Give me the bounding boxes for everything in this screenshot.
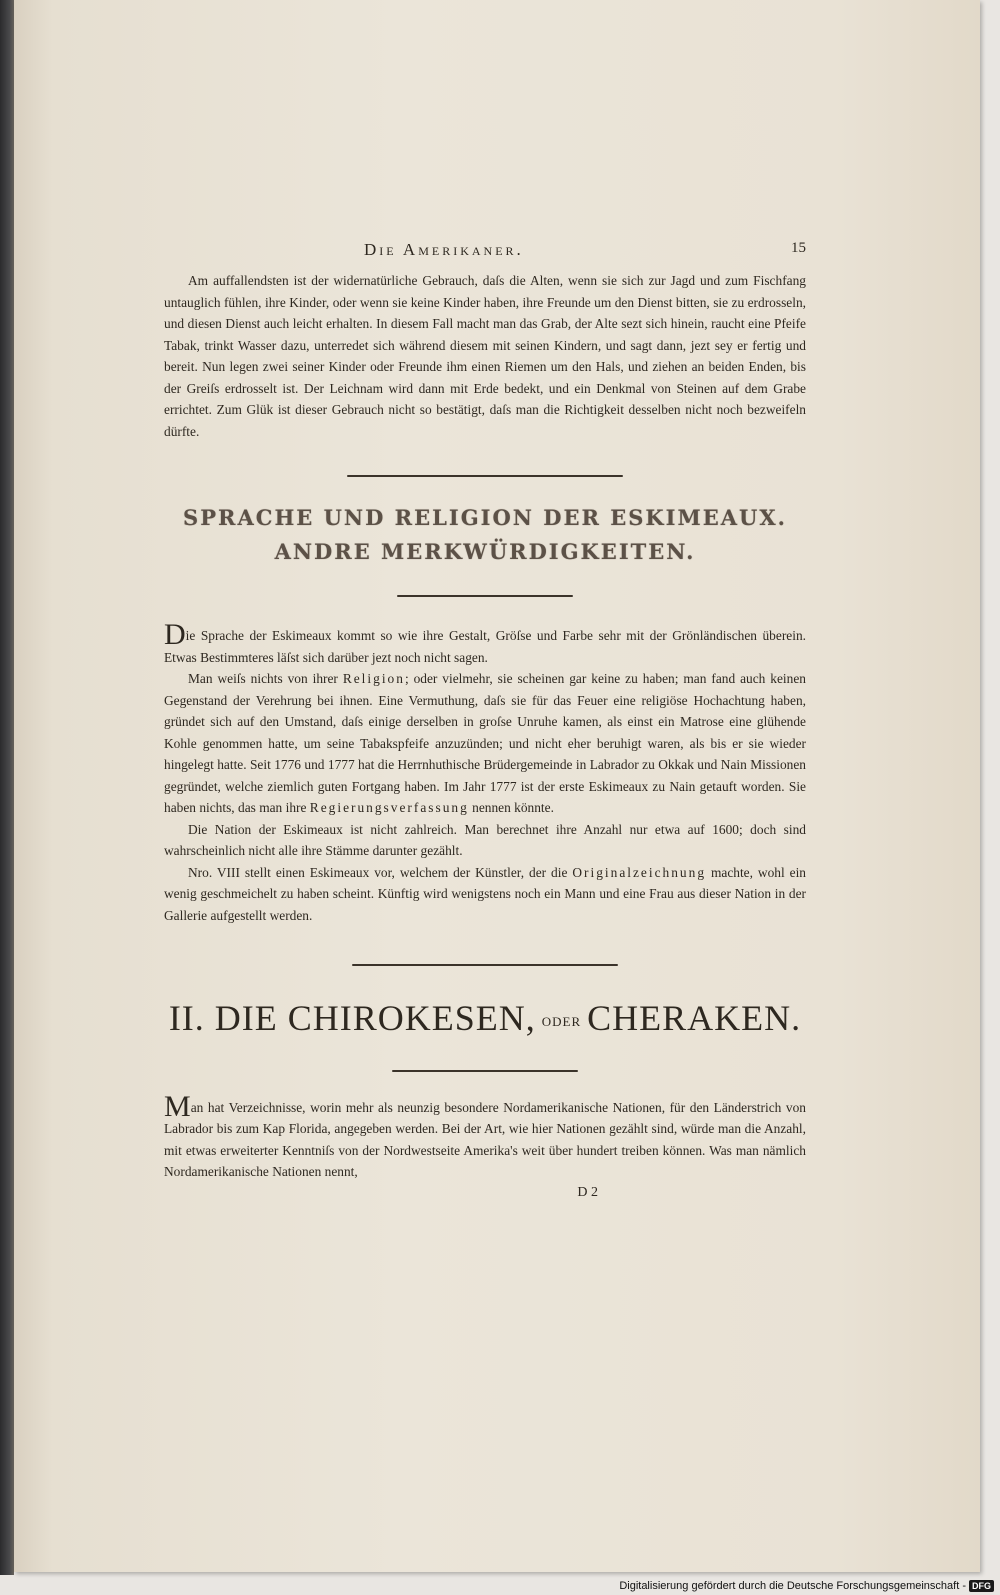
paragraph-text: machte, wohl ein wenig geschmeichelt zu haben scheint. Künftig wird wenigstens noch ein Mann und eine Frau aus dieser Nation in der Gallerie aufgestellt werden. [164, 864, 806, 923]
heading-line-2: ANDRE MERKWÜRDIGKEITEN. [274, 539, 696, 564]
paragraph-nations [164, 1089, 806, 1183]
divider-rule [392, 1070, 578, 1072]
divider-rule [397, 595, 573, 597]
heading-right: CHERAKEN. [587, 998, 802, 1038]
drop-cap: D [164, 618, 186, 651]
signature-mark: D 2 [577, 1184, 598, 1200]
paragraph-text: ; oder vielmehr, sie scheinen gar keine zu haben; man fand auch keinen Gegenstand der Verehrung bei ihnen. Eine Vermuthung, daſs sie für das Feuer eine religiöse Hochachtung haben, gründet sich auf den Umstand, daſs einige derselben in groſse Unruhe kamen, als einst ein Matrose eine glühende Kohle genommen hatte, um seine Tabakspfeife anzuzünden; und nicht eher beruhigt waren, als bis er sie wieder hingelegt hatte. Seit 1776 und 1777 hat die Herrnhuthische Brüdergemeinde in Labrador zu Okkak und Nain Missionen gegründet, welche ziemlich guten Fortgang haben. Im Jahr 1777 ist der erste Eskimeaux zu Nain getauft worden. Sie haben nichts, das man ihre [164, 671, 806, 815]
funding-footer [619, 1580, 994, 1592]
paragraph-text: ie Sprache der Eskimeaux kommt so wie ihre Gestalt, Gröſse und Farbe sehr mit der Grönländischen überein. Etwas Bestimmteres läſst sich darüber jezt noch nicht sagen. [164, 628, 806, 665]
dfg-logo-icon: DFG [969, 1580, 994, 1592]
paragraph-text: Man weiſs nichts von ihrer [188, 671, 343, 686]
emphasis-text: Regierungsverfassung [309, 800, 469, 815]
paragraph-population: Die Nation der Eskimeaux ist nicht zahlreich. Man berechnet ihre Anzahl nur etwa auf 1600; doch sind wahrscheinlich nicht alle ihre Stämme darunter gezählt. [164, 821, 806, 858]
footer-text: Digitalisierung gefördert durch die Deutsche Forschungsgemeinschaft - [619, 1580, 966, 1592]
section-heading-eskimeaux [164, 501, 806, 569]
section-chirokesen-body [164, 1089, 806, 1183]
paragraph-text: nennen könnte. [468, 800, 554, 815]
book-page [14, 0, 980, 1572]
drop-cap: M [164, 1089, 191, 1123]
section-eskimeaux-body [164, 618, 806, 926]
paragraph-religion [164, 668, 806, 819]
paragraph-text: an hat Verzeichnisse, worin mehr als neunzig besondere Nordamerikanische Nationen, für den Länderstrich von Labrador bis zum Kap Florida, angegeben werden. Bei der Art, wie hier Nationen gezählt sind, würde man die Anzahl, mit etwas erweiterter Kenntniſs von der Nordwestseite Amerika's weit über hundert treiben können. Was man nämlich Nordamerikanische Nationen nennt, [164, 1099, 806, 1180]
page-content [164, 240, 806, 1201]
heading-oder: ODER [541, 1013, 582, 1029]
intro-paragraph: Am auffallendsten ist der widernatürliche Gebrauch, daſs die Alten, wenn sie sich zur Jagd und zum Fischfang untauglich fühlen, ihre Kinder, oder wenn sie keine Kinder haben, ihre Freunde um den Dienst bitten, sie zu erdrosseln, und diesen Dienst auch leicht erhalten. In diesem Fall macht man das Grab, der Alte sezt sich hinein, raucht eine Pfeife Tabak, trinkt Wasser dazu, unterredet sich während diesem mit seinen Kindern, und sagt dann, jezt sey er fertig und bereit. Nun legen zwei seiner Kinder oder Freunde ihm einen Riemen um den Hals, und ziehen an beiden Enden, bis der Greiſs erdrosselt ist. Der Leichnam wird dann mit Erde bedekt, und ein Denkmal von Steinen auf dem Grabe errichtet. Zum Glük ist dieser Gebrauch nicht so bestätigt, daſs man die Richtigkeit desselben nicht noch bezweifeln dürfte. [164, 273, 806, 439]
book-spine-edge [0, 0, 14, 1575]
page-number: 15 [791, 240, 806, 256]
paragraph-language [164, 618, 806, 668]
heading-left: II. DIE CHIROKESEN, [168, 998, 536, 1038]
running-head [164, 240, 806, 266]
paragraph-text: Nro. VIII stellt einen Eskimeaux vor, welchem der Künstler, der die [188, 864, 573, 880]
emphasis-text: Religion [342, 671, 405, 686]
heading-line-1: SPRACHE UND RELIGION DER ESKIMEAUX. [183, 505, 787, 530]
divider-rule [347, 475, 623, 477]
divider-rule [352, 964, 618, 966]
paragraph-plate [164, 862, 806, 927]
running-head-title: Die Amerikaner. [364, 240, 524, 259]
emphasis-text: Originalzeichnung [572, 864, 707, 880]
section-heading-chirokesen [164, 996, 806, 1044]
